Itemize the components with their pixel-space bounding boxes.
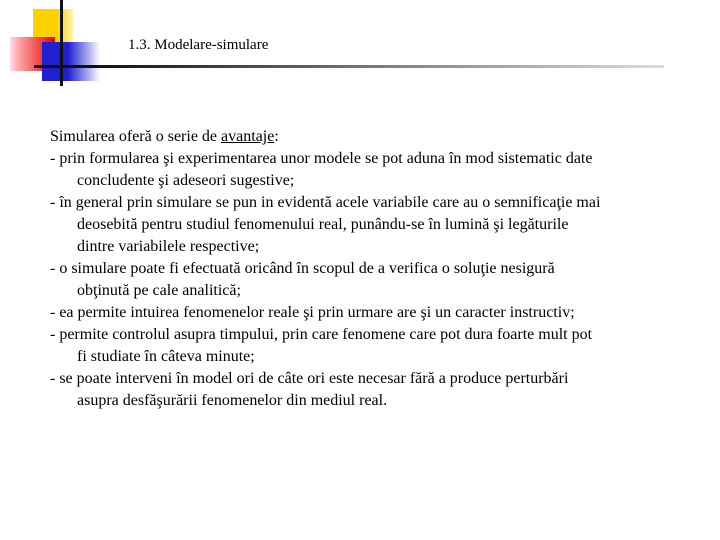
bullet-item: - prin formularea şi experimentarea unor modele se pot aduna în mod sistematic date xyxy=(50,150,593,167)
bullet-continuation: concludente şi adeseori sugestive; xyxy=(77,172,295,189)
logo-blue-square xyxy=(42,42,100,81)
intro-underlined: avantaje xyxy=(221,128,275,145)
logo-vertical-line xyxy=(60,0,63,86)
intro-colon: : xyxy=(274,128,279,145)
bullet-item: - permite controlul asupra timpului, prin care fenomene care pot dura foarte mult pot xyxy=(50,326,593,343)
bullet-item: - ea permite intuirea fenomenelor reale şi prin urmare are şi un caracter instructiv; xyxy=(50,304,575,321)
bullet-item: - se poate interveni în model ori de câte ori este necesar fără a produce perturbări xyxy=(50,370,569,387)
bullet-continuation: fi studiate în câteva minute; xyxy=(77,348,255,365)
bullet-continuation: asupra desfăşurării fenomenelor din mediul real. xyxy=(77,392,388,409)
bullet-continuation: obţinută pe cale analitică; xyxy=(77,282,241,299)
bullet-item: - în general prin simulare se pun in evidentă acele variabile care au o semnificaţie mai xyxy=(50,194,601,211)
bullet-continuation: deosebită pentru studiul fenomenului real, punându-se în lumină şi legăturile xyxy=(77,216,569,233)
intro-text: Simularea oferă o serie de xyxy=(50,128,222,145)
slide-title: 1.3. Modelare-simulare xyxy=(128,37,269,53)
bullet-continuation: dintre variabilele respective; xyxy=(77,238,260,255)
title-underline-rule xyxy=(34,65,664,68)
bullet-item: - o simulare poate fi efectuată oricând în scopul de a verifica o soluţie nesigură xyxy=(50,260,555,277)
intro-line xyxy=(50,128,279,146)
